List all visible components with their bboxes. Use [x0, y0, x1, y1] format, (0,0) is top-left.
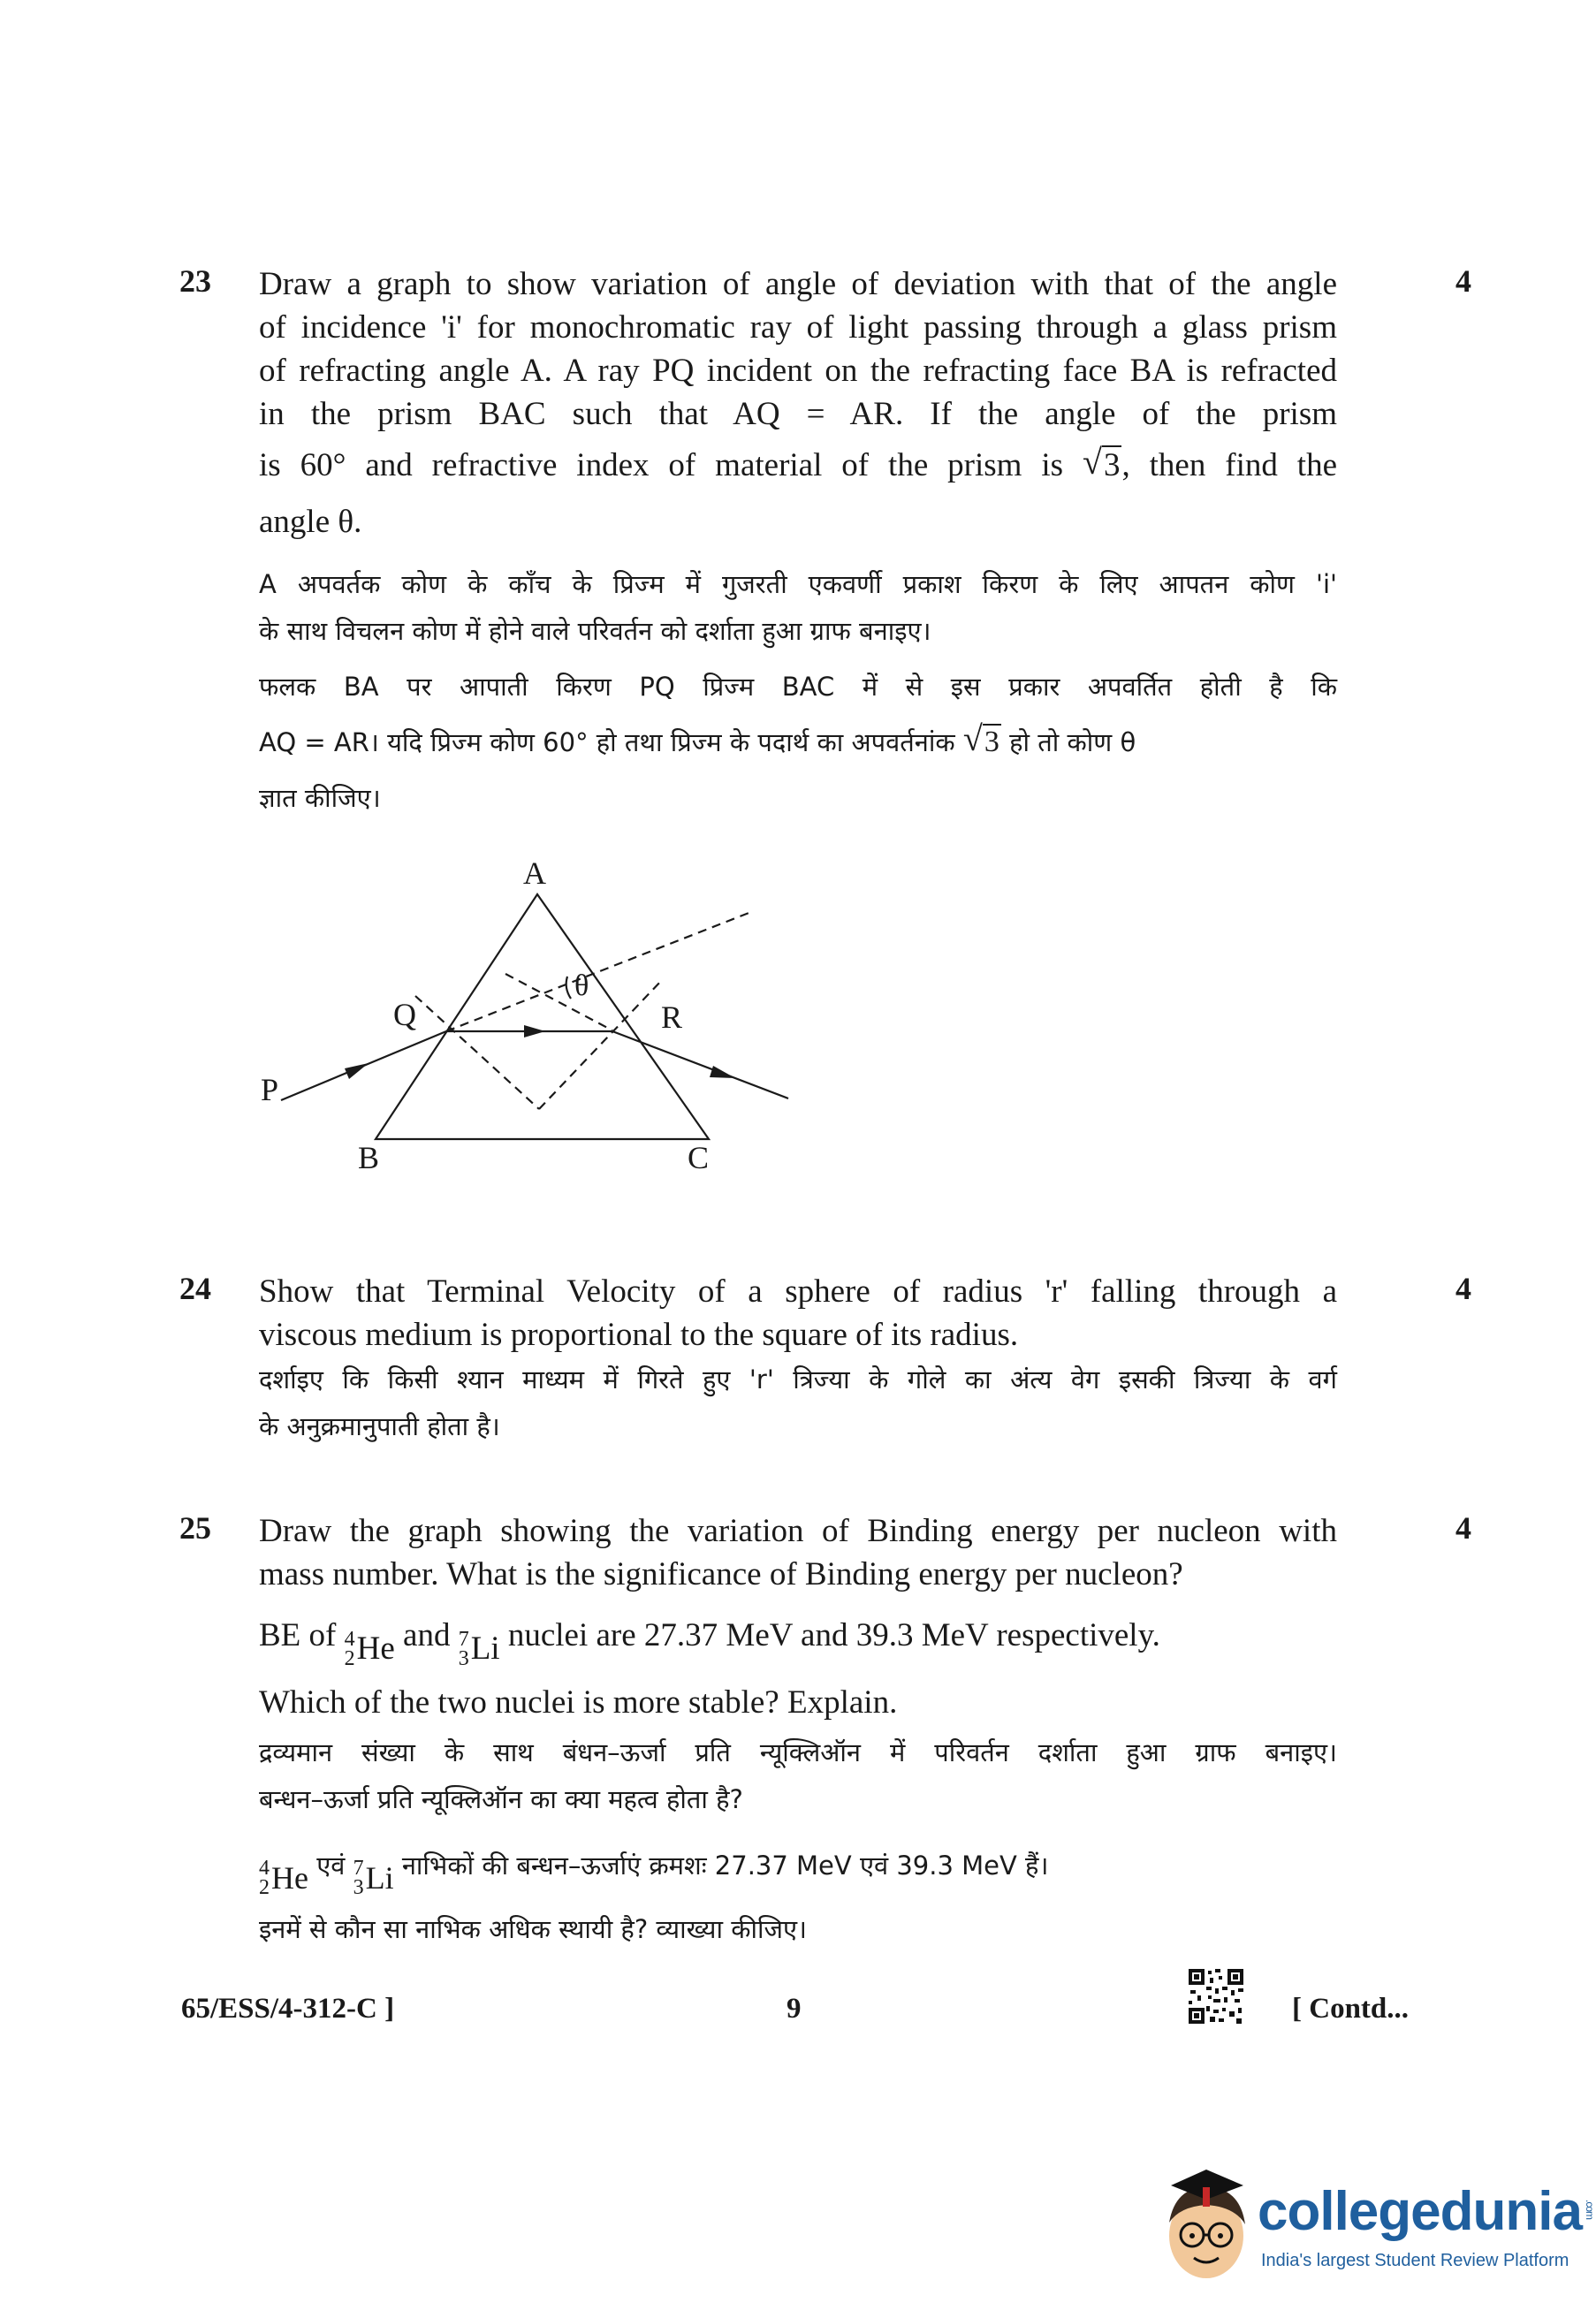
mass-number: 7 — [458, 1628, 469, 1651]
sqrt-3 — [1083, 436, 1122, 496]
en-line: viscous medium is proportional to the square of its radius. — [259, 1317, 1019, 1353]
en-line: of refracting angle A. A ray PQ incident on the refracting face BA is refracted — [259, 353, 1337, 389]
nuclide-indices — [259, 1858, 270, 1897]
label-p: P — [261, 1072, 279, 1107]
hi-line: ज्ञात कीजिए। — [259, 783, 381, 813]
en-text: nuclei are 27.37 MeV and 39.3 MeV respectively. — [507, 1617, 1160, 1653]
question-body — [259, 1509, 1337, 1953]
page-number: 9 — [787, 1993, 802, 2025]
question-body — [259, 262, 1337, 825]
en-line — [259, 1608, 1337, 1676]
symbol: He — [271, 1860, 308, 1896]
mass-number: 4 — [344, 1628, 355, 1651]
atomic-number: 3 — [458, 1647, 469, 1670]
en-line: mass number. What is the significance of Binding energy per nucleon? — [259, 1556, 1183, 1592]
sqrt-3 — [963, 713, 1001, 771]
spacer — [259, 549, 1337, 561]
en-line: angle θ. — [259, 504, 362, 540]
brand-suffix: .com — [1583, 2200, 1596, 2220]
en-text: is 60° and refractive index of material of the prism is — [259, 447, 1064, 483]
mascot-icon — [1153, 2161, 1259, 2293]
incident-extension — [446, 912, 751, 1031]
continued-label: [ Contd... — [1292, 1993, 1410, 2025]
nuclide-indices — [353, 1858, 364, 1897]
spacer — [259, 1596, 1337, 1608]
question-number: 25 — [179, 1510, 211, 1546]
hi-text: नाभिकों की बन्धन–ऊर्जाएं क्रमशः 27.37 MeV एवं 39.3 MeV हैं। — [401, 1851, 1049, 1881]
mass-number: 7 — [353, 1857, 364, 1880]
symbol: Li — [470, 1630, 500, 1667]
nuclide-indices — [459, 1630, 469, 1668]
en-text: , then find the — [1121, 447, 1337, 483]
symbol: Li — [365, 1860, 394, 1896]
hi-line: द्रव्यमान संख्या के साथ बंधन–ऊर्जा प्रति न्यूक्लिऑन में परिवर्तन दर्शाता हुआ ग्राफ बनाइए। — [259, 1737, 1337, 1767]
hi-line: A अपवर्तक कोण के काँच के प्रिज्म में गुजरती एकवर्णी प्रकाश किरण के लिए आपतन कोण 'i' — [259, 569, 1337, 599]
arrow-emergent — [710, 1066, 735, 1078]
question-marks: 4 — [1455, 1271, 1471, 1306]
prism-triangle — [376, 894, 709, 1139]
hi-line: के साथ विचलन कोण में होने वाले परिवर्तन को दर्शाता हुआ ग्राफ बनाइए। — [259, 616, 931, 646]
arrow-incident — [345, 1063, 369, 1079]
radicand: 3 — [1103, 447, 1121, 483]
helium-nuclide — [259, 1850, 308, 1906]
hi-line — [259, 1837, 1337, 1906]
question-23 — [179, 262, 1471, 825]
question-marks: 4 — [1455, 1510, 1471, 1546]
hi-text: AQ = AR। यदि प्रिज्म कोण 60° हो तथा प्रिज्म के पदार्थ का अपवर्तनांक — [259, 727, 955, 757]
en-line: Show that Terminal Velocity of a sphere of radius 'r' falling through a — [259, 1273, 1337, 1310]
hi-text: हो तो कोण θ — [1009, 727, 1136, 757]
en-text: and — [403, 1617, 451, 1653]
emergent-ray — [612, 1031, 788, 1098]
label-r: R — [661, 999, 683, 1035]
radicand: 3 — [984, 726, 999, 758]
brand-name — [1258, 2180, 1596, 2243]
qr-code-icon — [1189, 1969, 1243, 2024]
question-marks: 4 — [1455, 263, 1471, 299]
hi-line: बन्धन–ऊर्जा प्रति न्यूक्लिऑन का क्या महत्व होता है? — [259, 1784, 743, 1814]
hi-line: दर्शाइए कि किसी श्यान माध्यम में गिरते हुए 'r' त्रिज्या के गोले का अंत्य वेग इसकी त्रिज्या के वर्ग — [259, 1364, 1337, 1395]
label-theta: θ — [574, 969, 589, 1002]
question-number: 23 — [179, 263, 211, 299]
theta-arc — [566, 977, 571, 999]
en-line: in the prism BAC such that AQ = AR. If the angle of the prism — [259, 396, 1337, 432]
en-line: Draw the graph showing the variation of Binding energy per nucleon with — [259, 1513, 1337, 1549]
en-line: Draw a graph to show variation of angle of deviation with that of the angle — [259, 266, 1337, 302]
question-number: 24 — [179, 1271, 211, 1306]
mass-number: 4 — [259, 1857, 270, 1880]
hi-line: इनमें से कौन सा नाभिक अधिक स्थायी है? व्याख्या कीजिए। — [259, 1914, 808, 1944]
hi-text: एवं — [316, 1851, 346, 1881]
en-text: BE of — [259, 1617, 337, 1653]
hi-line: फलक BA पर आपाती किरण PQ प्रिज्म BAC में से इस प्रकार अपवर्तित होती है कि — [259, 672, 1337, 702]
lithium-nuclide — [459, 1622, 500, 1676]
label-b: B — [358, 1140, 380, 1175]
lithium-nuclide — [353, 1850, 394, 1906]
question-body — [259, 1270, 1337, 1450]
label-q: Q — [393, 997, 416, 1032]
arrow-refracted — [524, 1025, 545, 1037]
atomic-number: 2 — [259, 1876, 270, 1899]
label-a: A — [523, 855, 546, 891]
en-line — [259, 436, 1337, 496]
atomic-number: 2 — [344, 1647, 355, 1670]
hi-line: के अनुक्रमानुपाती होता है। — [259, 1411, 500, 1441]
prism-diagram — [247, 848, 813, 1193]
spacer — [259, 1823, 1337, 1837]
atomic-number: 3 — [353, 1876, 364, 1899]
en-line: Which of the two nuclei is more stable? Explain. — [259, 1684, 898, 1721]
collegedunia-logo — [1153, 2161, 1596, 2293]
en-line: of incidence 'i' for monochromatic ray of light passing through a glass prism — [259, 309, 1337, 346]
nuclide-indices — [345, 1630, 355, 1668]
question-24 — [179, 1270, 1471, 1450]
symbol: He — [356, 1630, 395, 1667]
brand-tagline: India's largest Student Review Platform — [1261, 2251, 1569, 2270]
brand-text: collegedunia — [1258, 2181, 1582, 2242]
helium-nuclide — [345, 1622, 395, 1676]
label-c: C — [688, 1140, 710, 1175]
question-25 — [179, 1509, 1471, 1953]
paper-code: 65/ESS/4-312-C ] — [181, 1993, 395, 2025]
hi-line — [259, 713, 1337, 771]
